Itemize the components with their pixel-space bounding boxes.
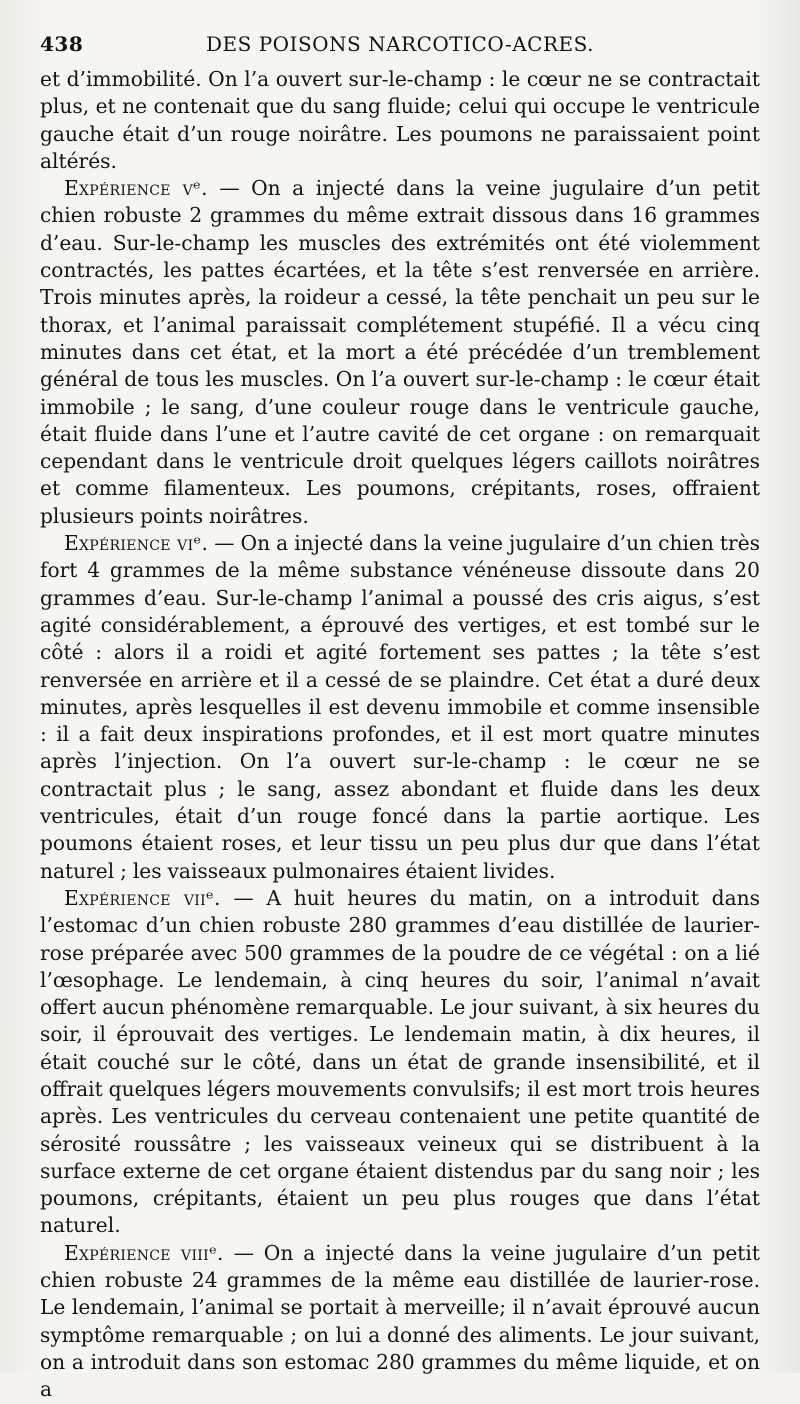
experience-label: Expérience viᵉ.	[64, 531, 209, 556]
page-number: 438	[40, 32, 84, 56]
paragraph-text: — A huit heures du matin, on a introduit dans l’estomac d’un chien robuste 280 grammes d’eau distillée de laurier-rose préparée avec 500 grammes de la poudre de ce végétal : on a lié l’œsophage. Le lendemain, à cinq heures du soir, l’animal n’avait offert aucun phénomène remarquable. Le jour suivant, à six heures du soir, il éprouvait des vertiges. Le lendemain matin, à dix heures, il était couché sur le côté, dans un état de grande insensibilité, et il offrait quelques légers mouvements convulsifs; il est mort trois heures après. Les ventricules du cerveau contenaient une petite quantité de sérosité roussâtre ; les vaisseaux veineux qui se distribuent à la surface externe de cet organe étaient distendus par du sang noir ; les poumons, crépitants, étaient un peu plus rouges que dans l’état naturel.	[40, 885, 761, 1238]
experience-label: Expérience viiiᵉ.	[64, 1240, 224, 1265]
body-text	[40, 66, 760, 1404]
paragraph-experience-8	[40, 1240, 760, 1404]
experience-label: Expérience vᵉ.	[64, 176, 208, 201]
paragraph-continuation	[40, 66, 760, 175]
paragraph-text: — On a injecté dans la veine jugulaire d’un chien très fort 4 grammes de la même substance vénéneuse dissoute dans 20 grammes d’eau. Sur-le-champ l’animal a poussé des cris aigus, s’est agité considérablement, a éprouvé des vertiges, et est tombé sur le côté : alors il a roidi et agité fortement ses pattes ; la tête s’est renversée en arrière et il a cessé de se plaindre. Cet état a duré deux minutes, après lesquelles il est devenu immobile et comme insensible : il a fait deux inspirations profondes, et il est mort quatre minutes après l’injection. On l’a ouvert sur-le-champ : le cœur ne se contractait plus ; le sang, assez abondant et fluide dans les deux ventricules, était d’un rouge foncé dans la partie aortique. Les poumons étaient roses, et leur tissu un peu plus dur que dans l’état naturel ; les vaisseaux pulmonaires étaient livides.	[40, 531, 760, 883]
paragraph-experience-7	[40, 885, 760, 1240]
running-title: DES POISONS NARCOTICO-ACRES.	[206, 32, 594, 56]
running-head	[40, 32, 760, 66]
paragraph-text: et d’immobilité. On l’a ouvert sur-le-champ : le cœur ne se contractait plus, et ne contenait que du sang fluide; celui qui occupe le ventricule gauche était d’un rouge noirâtre. Les poumons ne paraissaient point altérés.	[40, 67, 760, 173]
paragraph-experience-6	[40, 530, 760, 885]
paragraph-text: — On a injecté dans la veine jugulaire d’un petit chien robuste 24 grammes de la même eau distillée de laurier-rose. Le lendemain, l’animal se portait à merveille; il n’avait éprouvé aucun symptôme remarquable ; on lui a donné des aliments. Le jour suivant, on a introduit dans son estomac 280 grammes du même liquide, et on a	[40, 1240, 760, 1402]
paragraph-experience-5	[40, 175, 760, 530]
paragraph-text: — On a injecté dans la veine jugulaire d’un petit chien robuste 2 grammes du même extrait dissous dans 16 grammes d’eau. Sur-le-champ les muscles des extrémités ont été violemment contractés, les pattes écartées, et la tête s’est renversée en arrière. Trois minutes après, la roideur a cessé, la tête penchait un peu sur le thorax, et l’animal paraissait complétement stupéfié. Il a vécu cinq minutes dans cet état, et la mort a été précédée d’un tremblement général de tous les muscles. On l’a ouvert sur-le-champ : le cœur était immobile ; le sang, d’une couleur rouge dans le ventricule gauche, était fluide dans l’une et l’autre cavité de cet organe : on remarquait cependant dans le ventricule droit quelques légers caillots noirâtres et comme filamenteux. Les poumons, crépitants, roses, offraient plusieurs points noirâtres.	[40, 176, 760, 528]
experience-label: Expérience viiᵉ.	[64, 885, 221, 910]
